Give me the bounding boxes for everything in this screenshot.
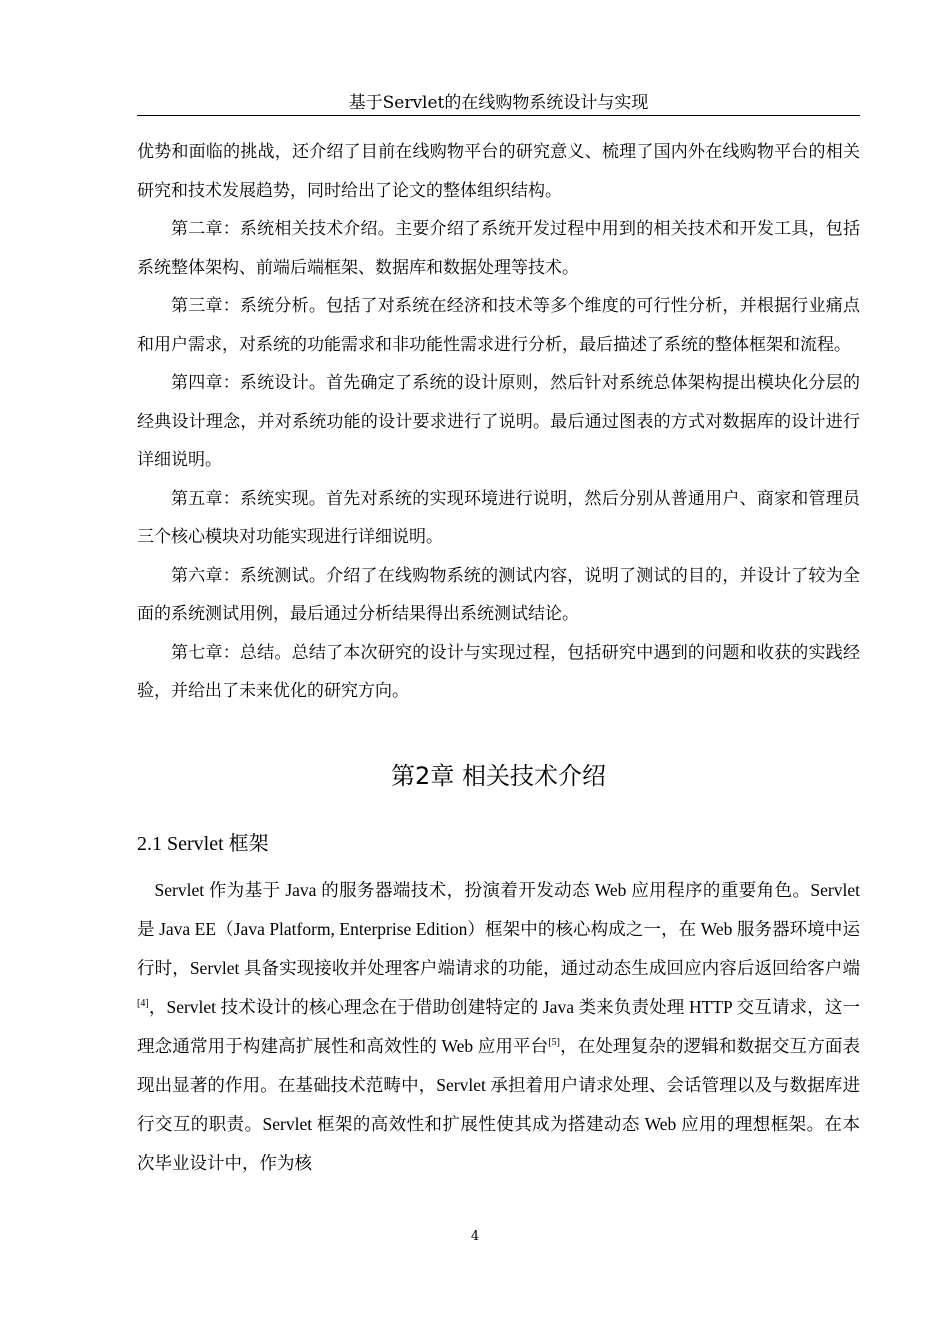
paragraph-chapter-5: 第五章：系统实现。首先对系统的实现环境进行说明，然后分别从普通用户、商家和管理员三个核心模块对功能实现进行详细说明。 — [137, 488, 860, 547]
paragraph-chapter-7: 第七章：总结。总结了本次研究的设计与实现过程，包括研究中遇到的问题和收获的实践经验，并给出了未来优化的研究方向。 — [137, 642, 860, 701]
paragraph-chapter-6: 第六章：系统测试。介绍了在线购物系统的测试内容，说明了测试的目的，并设计了较为全面的系统测试用例，最后通过分析结果得出系统测试结论。 — [137, 565, 860, 624]
paragraph-continuation: 优势和面临的挑战，还介绍了目前在线购物平台的研究意义、梳理了国内外在线购物平台的相关研究和技术发展趋势，同时给出了论文的整体组织结构。 — [137, 142, 860, 201]
section-text-part-1: Servlet 作为基于 Java 的服务器端技术，扮演着开发动态 Web 应用程序的重要角色。Servlet 是 Java EE（Java Platform, Enterprise Edition）框架中的核心构成之一，在 Web 服务器环境中运行时，Servlet 具备实现接收并处理客户端请求的功能，通过动态生成回应内容后返回给客户端 — [137, 880, 860, 978]
header-rule — [137, 115, 860, 116]
section-text-part-3: ，在处理复杂的逻辑和数据交互方面表现出显著的作用。在基础技术范畴中，Servlet 承担着用户请求处理、会话管理以及与数据库进行交互的职责。Servlet 框架的高效性和扩展性使其成为搭建动态 Web 应用的理想框架。在本次毕业设计中，作为核 — [137, 1036, 860, 1173]
citation-ref-5[interactable]: [5] — [548, 1037, 560, 1049]
chapter-heading: 第2章 相关技术介绍 — [391, 762, 606, 790]
running-header: 基于Servlet的在线购物系统设计与实现 — [348, 93, 649, 113]
paragraph-chapter-4: 第四章：系统设计。首先确定了系统的设计原则，然后针对系统总体架构提出模块化分层的经典设计理念，并对系统功能的设计要求进行了说明。最后通过图表的方式对数据库的设计进行详细说明。 — [137, 373, 860, 470]
paragraph-chapter-2: 第二章：系统相关技术介绍。主要介绍了系统开发过程中用到的相关技术和开发工具，包括系统整体架构、前端后端框架、数据库和数据处理等技术。 — [137, 219, 860, 278]
section-text-part-2: ，Servlet 技术设计的核心理念在于借助创建特定的 Java 类来负责处理 HTTP 交互请求，这一理念通常用于构建高扩展性和高效性的 Web 应用平台 — [137, 997, 860, 1056]
section-body — [137, 871, 860, 1183]
page-number: 4 — [470, 1229, 480, 1244]
chapter-overview-text — [137, 133, 860, 711]
citation-ref-4[interactable]: [4] — [137, 998, 149, 1010]
paragraph-chapter-3: 第三章：系统分析。包括了对系统在经济和技术等多个维度的可行性分析，并根据行业痛点和用户需求，对系统的功能需求和非功能性需求进行分析，最后描述了系统的整体框架和流程。 — [137, 296, 860, 355]
section-paragraph — [137, 871, 860, 1183]
section-heading: 2.1 Servlet 框架 — [137, 833, 269, 855]
